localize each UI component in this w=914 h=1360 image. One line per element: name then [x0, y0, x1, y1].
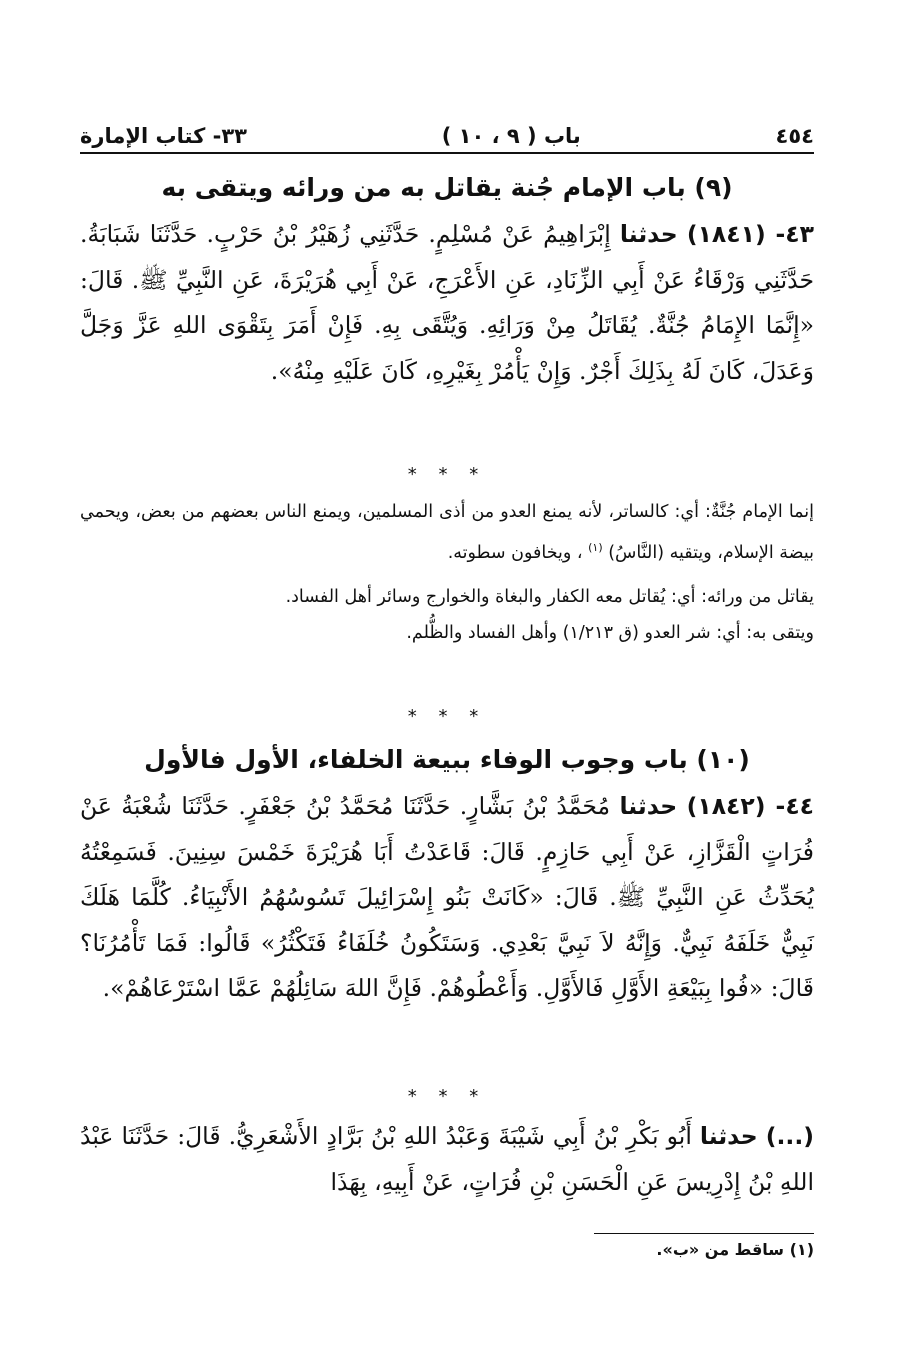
separator-1: * * * [407, 464, 487, 485]
section-9-heading: (٩) باب الإمام جُنة يقاتل به من ورائه ويتقى به [161, 173, 733, 202]
footnote: (١) ساقط من «ب». [656, 1240, 814, 1259]
hadith-43-lead: حدثنا [619, 220, 678, 248]
hadith-43 [80, 212, 814, 394]
hadith-continuation [80, 1114, 814, 1205]
commentary-text-1-tail: ، ويخافون سطوته. [447, 542, 583, 563]
separator-2: * * * [407, 706, 487, 727]
hadith-44-text: مُحَمَّدُ بْنُ بَشَّارٍ. حَدَّثَنَا مُحَمَّدُ بْنُ جَعْفَرٍ. حَدَّثَنَا شُعْبَةُ عَنْ فُرَاتٍ الْقَزَّازِ، عَنْ أَبِي حَازِمٍ. قَالَ: قَاعَدْتُ أَبَا هُرَيْرَةَ خَمْسَ سِنِينَ. فَسَمِعْتُهُ يُحَدِّثُ عَنِ النَّبِيِّ ﷺ. قَالَ: «كَانَتْ بَنُو إِسْرَائِيلَ تَسُوسُهُمُ الأَنْبِيَاءُ. كُلَّمَا هَلَكَ نَبِيٌّ خَلَفَهُ نَبِيٌّ. وَإِنَّهُ لاَ نَبِيَّ بَعْدِي. وَسَتَكُونُ خُلَفَاءُ فَتَكْثُرُ» قَالُوا: فَمَا تَأْمُرُنَا؟ قَالَ: «فُوا بِبَيْعَةِ الأَوَّلِ فَالأَوَّلِ. وَأَعْطُوهُمْ. فَإِنَّ اللهَ سَائِلُهُمْ عَمَّا اسْتَرْعَاهُمْ». [80, 792, 814, 1002]
hadith-44-number: ٤٤- (١٨٤٢) [686, 792, 814, 820]
separator-3: * * * [407, 1086, 487, 1107]
running-header [80, 108, 814, 148]
hadith-cont-number: (...) [765, 1122, 814, 1150]
section-10-heading: (١٠) باب وجوب الوفاء ببيعة الخلفاء، الأول فالأول [144, 745, 750, 774]
commentary-text-1: إنما الإمام جُنَّةٌ: أي: كالساتر، لأنه يمنع العدو من أذى المسلمين، ويمنع الناس بعضهم من بعض، ويحمي بيضة الإسلام، ويتقيه (النَّاسُ) [80, 502, 814, 563]
footnote-ref: (١) [588, 541, 603, 554]
hadith-44 [80, 784, 814, 1012]
page-number: ٤٥٤ [775, 124, 814, 148]
hadith-43-number: ٤٣- (١٨٤١) [686, 220, 814, 248]
hadith-43-text: إِبْرَاهِيمُ عَنْ مُسْلِمٍ. حَدَّثَنِي زُهَيْرُ بْنُ حَرْبٍ. حَدَّثَنَا شَبَابَةُ. حَدَّثَنِي وَرْقَاءُ عَنْ أَبِي الزِّنَادِ، عَنِ الأَعْرَجِ، عَنْ أَبِي هُرَيْرَةَ، عَنِ النَّبِيِّ ﷺ. قَالَ: «إِنَّمَا الإِمَامُ جُنَّةٌ. يُقَاتَلُ مِنْ وَرَائِهِ. وَيُتَّقَى بِهِ. فَإِنْ أَمَرَ بِتَقْوَى اللهِ عَزَّ وَجَلَّ وَعَدَلَ، كَانَ لَهُ بِذَلِكَ أَجْرٌ. وَإِنْ يَأْمُرْ بِغَيْرِهِ، كَانَ عَلَيْهِ مِنْهُ». [80, 220, 814, 385]
hadith-cont-lead: حدثنا [699, 1122, 758, 1150]
commentary-paragraph-1 [80, 494, 814, 571]
header-rule [80, 152, 814, 154]
commentary-paragraph-3: ويتقى به: أي: شر العدو (ق ١/٢١٣) وأهل الفساد والظُّلم. [406, 622, 814, 643]
section-9-commentary [80, 494, 814, 651]
footnote-rule [594, 1233, 814, 1234]
hadith-cont-text: أَبُو بَكْرِ بْنُ أَبِي شَيْبَةَ وَعَبْدُ اللهِ بْنُ بَرَّادٍ الأَشْعَرِيُّ. قَالَ: حَدَّثَنَا عَبْدُ اللهِ بْنُ إِدْرِيسَ عَنِ الْحَسَنِ بْنِ فُرَاتٍ، عَنْ أَبِيهِ، بِهَذَا [80, 1122, 814, 1196]
hadith-44-lead: حدثنا [619, 792, 678, 820]
commentary-paragraph-2: يقاتل من ورائه: أي: يُقاتل معه الكفار والبغاة والخوارج وسائر أهل الفساد. [285, 586, 814, 607]
book-title: ٣٣- كتاب الإمارة [80, 124, 247, 148]
chapter-reference: باب ( ٩ ، ١٠ ) [441, 124, 581, 148]
